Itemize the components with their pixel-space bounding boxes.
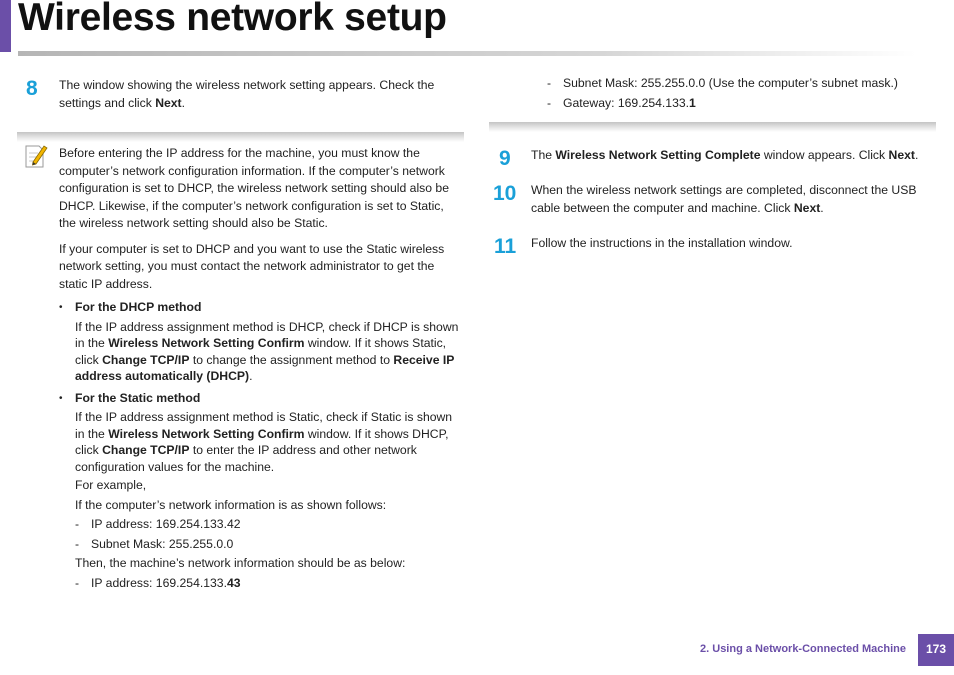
static-method-heading: For the Static method bbox=[75, 390, 201, 405]
dhcp-method-item bbox=[59, 299, 464, 385]
step-9-text: The Wireless Network Setting Complete window appears. Click Next. bbox=[531, 148, 919, 162]
static-method-text: If the IP address assignment method is Static, check if Static is shown in the Wireless Network Setting Confirm window. If it shows DHCP, click Change TCP/IP to enter the IP address and other network configuration values for the machine. bbox=[75, 410, 453, 474]
machine-gateway-item: - Gateway: 169.254.133.1 bbox=[547, 95, 696, 110]
step-number-10: 10 bbox=[493, 182, 517, 205]
computer-subnet-item: - Subnet Mask: 255.255.0.0 bbox=[75, 536, 234, 551]
machine-subnet-item: - Subnet Mask: 255.255.0.0 (Use the computer’s subnet mask.) bbox=[547, 76, 898, 90]
note-paragraph-1: Before entering the IP address for the machine, you must know the computer’s network configuration information. If the computer’s network configuration is set to DHCP, the wireless network setting should also be DHCP. Likewise, if the computer’s network configuration is set to Static, the wireless network setting should also be Static. bbox=[59, 146, 449, 230]
pencil-note-icon bbox=[24, 143, 48, 169]
note-paragraph-2: If your computer is set to DHCP and you want to use the Static wireless network setting, you must contact the network administrator to get the static IP address. bbox=[59, 241, 445, 291]
bullet-icon: • bbox=[59, 392, 63, 404]
title-accent-bar bbox=[0, 0, 11, 52]
title-underline bbox=[18, 51, 916, 56]
step-number-9: 9 bbox=[499, 147, 511, 170]
dhcp-method-text: If the IP address assignment method is DHCP, check if DHCP is shown in the Wireless Network Setting Confirm window. If it shows Static, click Change TCP/IP to change the assignment method to Receive IP address automatically (DHCP). bbox=[75, 319, 459, 383]
step-10-text: When the wireless network settings are completed, disconnect the USB cable between the computer and machine. Click Next. bbox=[531, 183, 917, 215]
machine-info-intro: Then, the machine’s network information should be as below: bbox=[75, 556, 406, 570]
dhcp-method-heading: For the DHCP method bbox=[75, 300, 202, 314]
note-continuation bbox=[547, 75, 937, 112]
step-number-8: 8 bbox=[26, 77, 38, 100]
computer-ip-item: - IP address: 169.254.133.42 bbox=[75, 517, 241, 531]
note-bottom-rule bbox=[489, 122, 936, 132]
step-11-text: Follow the instructions in the installation window. bbox=[531, 236, 793, 250]
footer-section-link[interactable]: 2. Using a Network-Connected Machine bbox=[700, 643, 906, 655]
bullet-icon: • bbox=[59, 302, 63, 313]
computer-info-intro: If the computer’s network information is as shown follows: bbox=[75, 497, 387, 512]
note-top-rule bbox=[17, 132, 464, 142]
static-method-item bbox=[59, 390, 464, 593]
page-number: 173 bbox=[918, 634, 954, 666]
example-label: For example, bbox=[75, 478, 147, 492]
note-body bbox=[59, 145, 464, 592]
step-8-text: The window showing the wireless network setting appears. Check the settings and click Next. bbox=[59, 78, 435, 110]
machine-ip-item: - IP address: 169.254.133.43 bbox=[75, 575, 241, 590]
step-number-11: 11 bbox=[494, 235, 517, 258]
next-label: Next bbox=[155, 96, 182, 110]
page-title: Wireless network setup bbox=[18, 0, 447, 39]
